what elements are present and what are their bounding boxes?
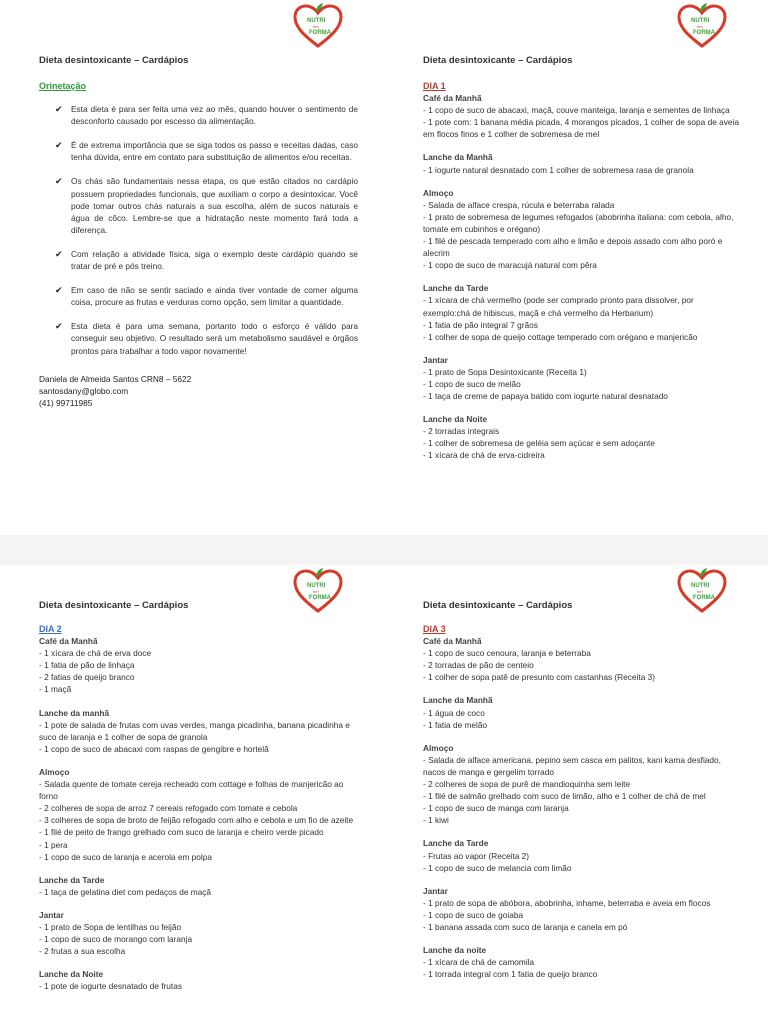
meal-item: - Salada quente de tomate cereja recheado com cottage e folhas de manjericão ao forno: [39, 779, 344, 802]
meal-item: - 2 frutas a sua escolha: [39, 946, 126, 957]
meal-item: - 2 torradas integrais: [423, 426, 500, 437]
svg-text:NUTRI: NUTRI: [691, 583, 710, 589]
meal-item: - 1 xícara de chá de erva-cidreira: [423, 450, 545, 461]
meal-item: - 1 colher de sobremesa de geléia sem açúcar e sem adoçante: [423, 438, 655, 449]
guideline-item: ✔ Os chás são fundamentais nessa etapa, os que estão citados no cardápio possuem propriedades funcionais, que auxiliam o corpo a desintoxicar. Você pode tomar outros chás naturais a sua escolha, além de sucos naturais e água de côco. Lembre-se que a hidratação neste momento fará toda a diferença.: [55, 176, 358, 235]
meal-item: - 1 xícara de chá de camomila: [423, 957, 535, 968]
meal-title: Café da Manhã: [39, 636, 98, 647]
meal-item: - 1 filé de peito de frango grelhado com suco de laranja e cheiro verde picado: [39, 827, 324, 838]
meal-block: [423, 885, 742, 933]
meal-item: - 2 colheres de sopa de purê de mandioquinha sem leite: [423, 779, 631, 790]
meal-title: Lanche da noite: [423, 945, 487, 956]
meal-item: - 2 colheres de sopa de arroz 7 cereais refogado com tomate e cebola: [39, 803, 298, 814]
meal-title: Lanche da Noite: [423, 414, 488, 425]
day-label: DIA 3: [423, 624, 446, 634]
meal-item: - 1 kiwi: [423, 815, 449, 826]
meal-item: - 3 colheres de sopa de broto de feijão refogado com alho e cebola e um fio de azeite: [39, 815, 354, 826]
meal-title: Almoço: [423, 742, 454, 753]
checkmark-icon: ✔: [55, 104, 63, 115]
meal-item: - 1 iogurte natural desnatado com 1 colher de sobremesa rasa de granola: [423, 164, 694, 175]
checkmark-icon: ✔: [55, 176, 63, 187]
meal-item: - 1 copo de suco de abacaxi com raspas de gengibre e hortelã: [39, 743, 269, 754]
meal-item: - 1 copo de suco de laranja e acerola em polpa: [39, 851, 212, 862]
meal-block: [423, 837, 742, 873]
meal-block: [423, 354, 742, 402]
svg-text:NUTRI: NUTRI: [307, 18, 326, 24]
meal-block: [39, 909, 358, 957]
checkmark-icon: ✔: [55, 140, 63, 151]
meal-block: [39, 968, 358, 992]
page-day-3: [384, 565, 768, 1024]
page-header: Dieta desintoxicante – Cardápios: [423, 600, 573, 611]
meal-item: - 1 copo de suco de maracujá natural com pêra: [423, 260, 597, 271]
meal-item: - 1 prato de Sopa Desintoxicante (Receita 1): [423, 366, 587, 377]
nutri-em-forma-logo: [292, 2, 344, 48]
meal-item: - 1 copo de suco de melancia com limão: [423, 862, 572, 873]
guideline-item: ✔ É de extrema importância que se siga todos os passo e receitas dadas, caso tenha dúvida, entre em contato para substituição de alimentos e/ou receitas.: [55, 140, 358, 163]
meal-title: Almoço: [39, 766, 70, 777]
guideline-item: ✔ Com relação a atividade física, siga o exemplo deste cardápio quando se tratar de pré e pós treino.: [55, 248, 358, 272]
day-label: DIA 1: [423, 81, 446, 91]
guideline-item: ✔ Em caso de não se sentir saciado e ainda tiver vontade de comer alguma coisa, procure as frutas e verduras como opção, sem limitar a quantidade.: [55, 285, 358, 308]
meal-item: - 1 copo de suco cenoura, laranja e beterraba: [423, 648, 591, 659]
meal-item: - 1 copo de suco de abacaxi, maçã, couve manteiga, laranja e sementes de linhaça: [423, 105, 730, 116]
meal-title: Jantar: [423, 885, 448, 896]
guideline-item: ✔ Esta dieta é para ser feita uma vez ao mês, quando houver o sentimento de desconforto causado por escesso da alimentação.: [55, 104, 358, 127]
meal-item: - Salada de alface crespa, rúcula e beterraba ralada: [423, 199, 615, 210]
meal-item: - 1 prato de Sopa de lentilhas ou feijão: [39, 921, 182, 932]
meal-item: - 1 pote com: 1 banana média picada, 4 morangos picados, 1 colher de sopa de aveia em flocos finos e 1 colher de sobremesa de mel: [423, 117, 739, 140]
meal-item: - 1 torrada integral com 1 fatia de queijo branco: [423, 969, 598, 980]
meal-item: - 1 banana assada com suco de laranja e canela em pó: [423, 921, 628, 932]
meal-title: Café da Manhã: [423, 636, 482, 647]
author-info: [39, 373, 358, 409]
meal-title: Jantar: [39, 909, 64, 920]
page-day-1: [384, 0, 768, 535]
meal-item: - Salada de alface americana, pepino sem casca em palitos, kani kama desfiado, nacos de manga e gergelim torrado: [423, 754, 721, 777]
meal-item: - 1 fatia de pão de linhaça: [39, 660, 135, 671]
nutri-em-forma-logo: [292, 567, 344, 613]
checkmark-icon: ✔: [55, 285, 63, 296]
nutri-em-forma-logo: [676, 567, 728, 613]
meal-title: Lanche da Tarde: [423, 838, 489, 849]
page-divider: [0, 535, 768, 565]
author-name: Daniela de Almeida Santos CRN8 – 5622: [39, 373, 192, 384]
meal-block: [39, 766, 358, 863]
meal-item: - 1 pote de iogurte desnatado de frutas: [39, 981, 182, 992]
meal-item: - 1 água de coco: [423, 707, 485, 718]
checkmark-icon: ✔: [55, 248, 63, 259]
svg-text:NUTRI: NUTRI: [307, 583, 326, 589]
meal-block: [423, 92, 742, 140]
meal-block: [423, 151, 742, 175]
meal-item: - 1 filé de salmão grelhado com suco de limão, alho e 1 colher de chá de mel: [423, 791, 706, 802]
page-header: Dieta desintoxicante – Cardápios: [39, 600, 189, 611]
meal-block: [39, 707, 358, 755]
meal-item: - 1 colher de sopa patê de presunto com castanhas (Receita 3): [423, 672, 655, 683]
day-2-menu: [39, 623, 358, 1003]
svg-text:FORMA: FORMA: [309, 595, 331, 601]
meal-block: [423, 944, 742, 980]
meal-title: Lanche da Manhã: [423, 152, 493, 163]
meal-item: - 2 fatias de queijo branco: [39, 672, 135, 683]
meal-item: - 1 filé de pescada temperado com alho e limão e depois assado com alho poró e alecrim: [423, 236, 723, 259]
page-orientation: [0, 0, 384, 535]
meal-item: - 1 copo de suco de manga com laranja: [423, 803, 569, 814]
page-header: Dieta desintoxicante – Cardápios: [423, 55, 573, 66]
svg-text:FORMA: FORMA: [309, 30, 331, 36]
day-3-menu: [423, 623, 742, 991]
svg-text:FORMA: FORMA: [693, 30, 715, 36]
meal-title: Lanche da manhã: [39, 707, 110, 718]
meal-item: - 1 xícara de chá vermelho (pode ser comprado pronto para dissolver, por exemplo:chá de hibiscus, maçã e chá vermelho da Herbarium): [423, 295, 694, 318]
meal-item: - 1 colher de sopa de queijo cottage temperado com orégano e manjericão: [423, 331, 698, 342]
svg-text:em: em: [313, 24, 319, 29]
meal-title: Almoço: [423, 187, 454, 198]
meal-item: - 1 pote de salada de frutas com uvas verdes, manga picadinha, banana picadinha e suco de laranja e 1 colher de sopa de granola: [39, 719, 350, 742]
meal-block: [423, 742, 742, 827]
meal-item: - 1 copo de suco de melão: [423, 378, 521, 389]
meal-item: - 1 xícara de chá de erva doce: [39, 648, 152, 659]
svg-text:FORMA: FORMA: [693, 595, 715, 601]
nutri-em-forma-logo: [676, 2, 728, 48]
meal-block: [423, 282, 742, 342]
meal-item: - 1 prato de sobremesa de legumes refogados (abobrinha italiana: com cebola, alho, tomate em cubinhos e orégano): [423, 211, 734, 234]
svg-text:em: em: [313, 589, 319, 594]
meal-item: - 1 prato de sopa de abóbora, abobrinha, inhame, beterraba e aveia em flocos: [423, 897, 711, 908]
day-1-menu: [423, 80, 742, 473]
meal-block: [423, 694, 742, 730]
author-phone: (41) 99711985: [39, 397, 93, 408]
svg-text:NUTRI: NUTRI: [691, 18, 710, 24]
meal-block: [423, 635, 742, 683]
meal-item: - 1 copo de suco de goiaba: [423, 909, 524, 920]
svg-text:em: em: [697, 589, 703, 594]
meal-title: Café da Manhã: [423, 93, 482, 104]
checkmark-icon: ✔: [55, 321, 63, 332]
page-header: Dieta desintoxicante – Cardápios: [39, 55, 189, 66]
meal-item: - 1 maçã: [39, 684, 72, 695]
meal-title: Lanche da Tarde: [39, 874, 105, 885]
meal-title: Lanche da Manhã: [423, 695, 493, 706]
meal-title: Lanche da Tarde: [423, 283, 489, 294]
meal-item: - 1 fatia de pão integral 7 grãos: [423, 319, 538, 330]
meal-item: - 1 copo de suco de morango com laranja: [39, 934, 193, 945]
meal-title: Jantar: [423, 354, 448, 365]
guideline-item: ✔ Esta dieta é para uma semana, portanto todo o esforço é válido para conseguir seu objetivo. O resultado será um metabolismo saudável e órgãos prontos para trabalhar a todo vapor novamente!: [55, 321, 358, 356]
meal-title: Lanche da Noite: [39, 969, 104, 980]
meal-block: [39, 874, 358, 898]
meal-item: - 1 taça de creme de papaya batido com iogurte natural desnatado: [423, 391, 668, 402]
meal-item: - 2 torradas de pão de centeio: [423, 660, 534, 671]
author-email[interactable]: santosdany@globo.com: [39, 385, 129, 396]
meal-block: [423, 413, 742, 461]
meal-item: - Frutas ao vapor (Receita 2): [423, 850, 530, 861]
meal-item: - 1 fatia de melão: [423, 719, 488, 730]
svg-text:em: em: [697, 24, 703, 29]
meal-item: - 1 taça de gelatina diet com pedaços de maçã: [39, 886, 212, 897]
meal-block: [39, 635, 358, 695]
orientation-heading: Orinetação: [39, 81, 87, 91]
meal-item: - 1 pera: [39, 839, 68, 850]
page-day-2: [0, 565, 384, 1024]
day-label: DIA 2: [39, 624, 62, 634]
guidelines-list: [39, 103, 358, 357]
meal-block: [423, 187, 742, 272]
